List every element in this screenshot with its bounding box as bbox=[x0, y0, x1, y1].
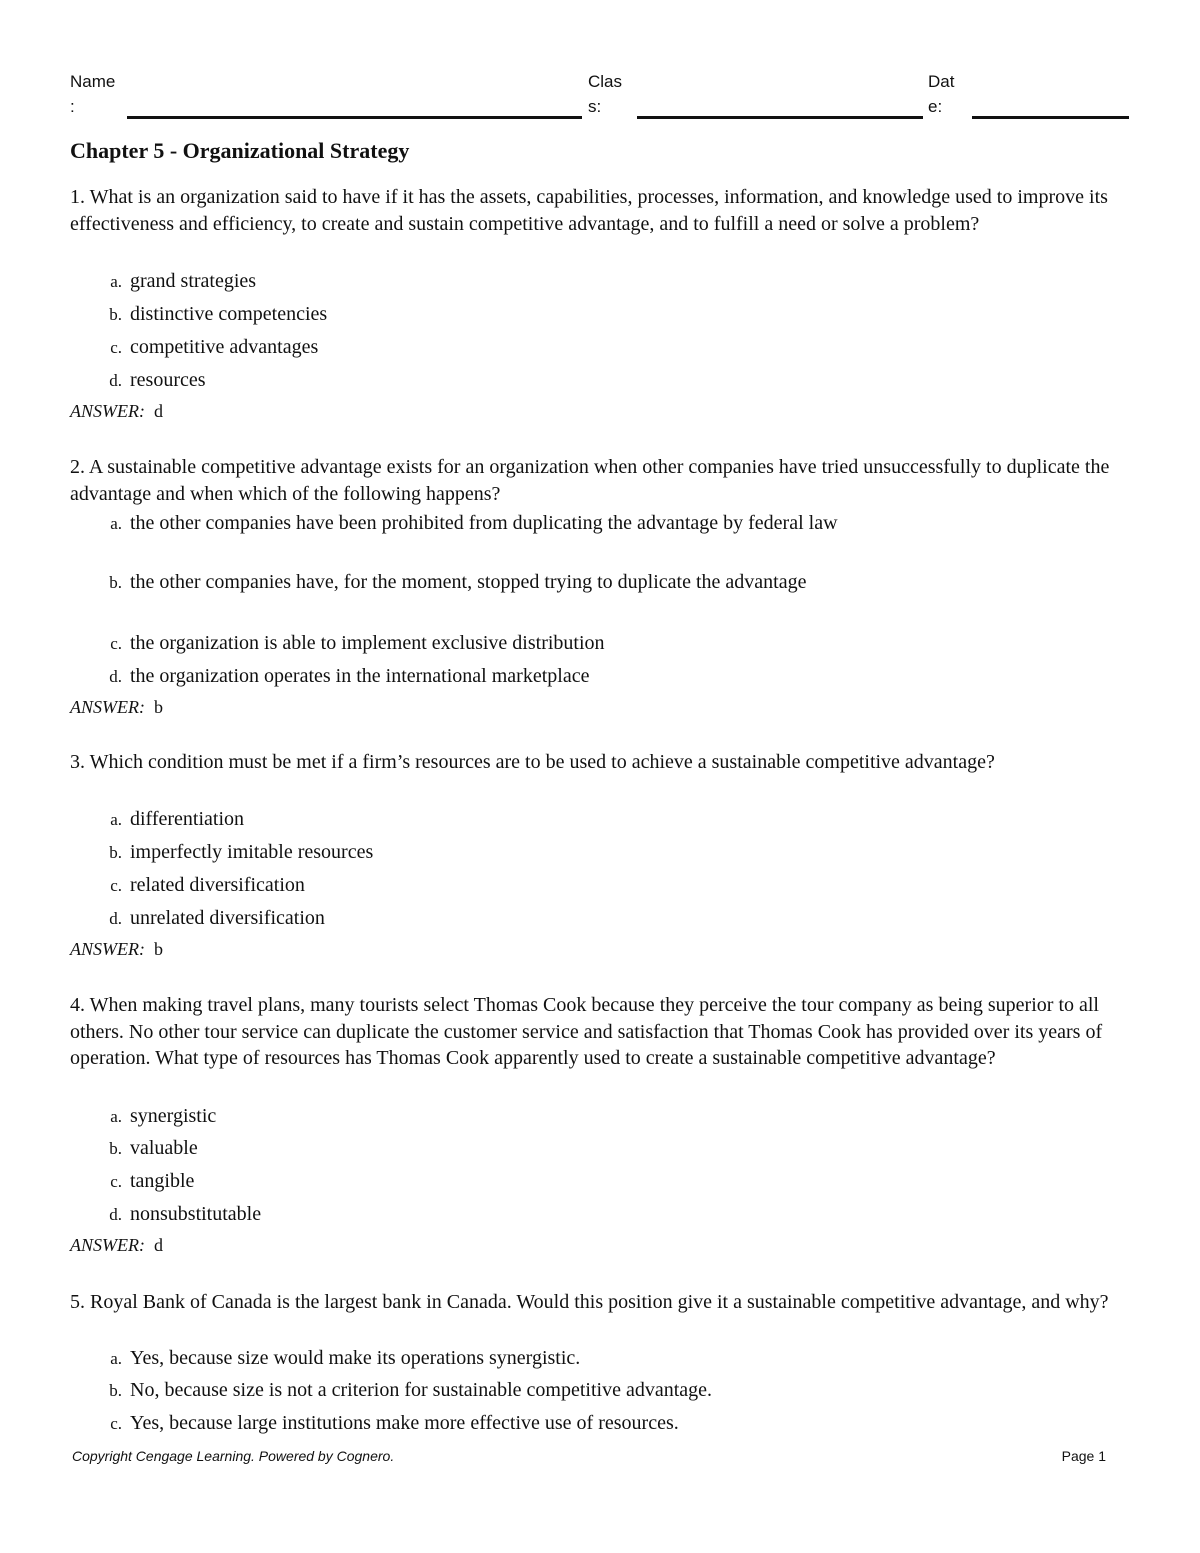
answer-label: ANSWER: bbox=[70, 697, 145, 717]
option-text: valuable bbox=[130, 1137, 198, 1159]
option-letter: a. bbox=[110, 1349, 122, 1368]
option-letter: c. bbox=[110, 876, 122, 895]
answer-value: d bbox=[153, 1235, 163, 1255]
date-field[interactable] bbox=[972, 116, 1129, 119]
name-label-top: Name bbox=[70, 72, 116, 91]
option-letter: b. bbox=[109, 305, 122, 324]
option-letter: d. bbox=[109, 667, 122, 686]
option-text: grand strategies bbox=[130, 270, 257, 292]
question-text: 5. Royal Bank of Canada is the largest bank in Canada. Would this position give it a sustainable competitive advantage, and why? bbox=[70, 1291, 1109, 1313]
chapter-title: Chapter 5 - Organizational Strategy bbox=[70, 138, 410, 163]
question-text: 2. A sustainable competitive advantage exists for an organization when other companies have tried unsuccessfully to duplicate the advantage and when which of the following happens? bbox=[70, 456, 1110, 505]
option-letter: b. bbox=[109, 843, 122, 862]
option-text: differentiation bbox=[130, 808, 245, 830]
answer-label: ANSWER: bbox=[70, 939, 145, 959]
answer bbox=[70, 401, 163, 422]
option-text: nonsubstitutable bbox=[130, 1203, 262, 1225]
option-letter: b. bbox=[109, 1381, 122, 1400]
option-text: distinctive competencies bbox=[130, 303, 328, 325]
option-text: synergistic bbox=[130, 1105, 217, 1127]
option-text: competitive advantages bbox=[130, 336, 319, 358]
answer bbox=[70, 1235, 163, 1256]
date-label-top: Dat bbox=[928, 72, 955, 91]
copyright-notice: Copyright Cengage Learning. Powered by Cognero. bbox=[72, 1448, 395, 1464]
answer-label: ANSWER: bbox=[70, 1235, 145, 1255]
name-label-bottom: : bbox=[70, 97, 75, 116]
option-letter: d. bbox=[109, 909, 122, 928]
date-label-bottom: e: bbox=[928, 97, 943, 116]
question-text: 4. When making travel plans, many tourists select Thomas Cook because they perceive the tour company as being superior to all others. No other tour service can duplicate the customer service and satisfaction that Thomas Cook has provided over its years of operation. What type of resources has Thomas Cook apparently used to create a sustainable competitive advantage? bbox=[70, 994, 1103, 1069]
option-text: unrelated diversification bbox=[130, 907, 325, 929]
answer bbox=[70, 697, 163, 718]
option-letter: a. bbox=[110, 1107, 122, 1126]
option-text: imperfectly imitable resources bbox=[130, 841, 374, 863]
option-letter: c. bbox=[110, 634, 122, 653]
option-letter: b. bbox=[109, 1139, 122, 1158]
option-text: the other companies have been prohibited from duplicating the advantage by federal law bbox=[130, 512, 838, 534]
option-text: Yes, because size would make its operations synergistic. bbox=[130, 1347, 581, 1369]
answer-value: b bbox=[153, 939, 163, 959]
class-label-bottom: s: bbox=[588, 97, 602, 116]
option-text: related diversification bbox=[130, 874, 305, 896]
option-text: the organization operates in the international marketplace bbox=[130, 665, 590, 687]
option-letter: c. bbox=[110, 1414, 122, 1433]
option-letter: a. bbox=[110, 514, 122, 533]
page-number: Page 1 bbox=[1061, 1448, 1106, 1464]
answer-value: b bbox=[153, 697, 163, 717]
option-text: No, because size is not a criterion for sustainable competitive advantage. bbox=[130, 1379, 713, 1401]
answer-label: ANSWER: bbox=[70, 401, 145, 421]
option-letter: a. bbox=[110, 272, 122, 291]
option-letter: d. bbox=[109, 1205, 122, 1224]
option-text: the other companies have, for the moment, stopped trying to duplicate the advantage bbox=[130, 571, 807, 593]
option-letter: b. bbox=[109, 573, 122, 592]
answer bbox=[70, 939, 163, 960]
option-letter: c. bbox=[110, 1172, 122, 1191]
option-text: Yes, because large institutions make more effective use of resources. bbox=[130, 1412, 679, 1434]
answer-value: d bbox=[153, 401, 163, 421]
option-letter: c. bbox=[110, 338, 122, 357]
name-field[interactable] bbox=[127, 116, 582, 119]
class-field[interactable] bbox=[637, 116, 923, 119]
option-letter: d. bbox=[109, 371, 122, 390]
question-text: 1. What is an organization said to have if it has the assets, capabilities, processes, information, and knowledge used to improve its effectiveness and efficiency, to create and sustain competitive advantage, and to fulfill a need or solve a problem? bbox=[70, 186, 1108, 235]
class-label-top: Clas bbox=[588, 72, 623, 91]
option-text: the organization is able to implement exclusive distribution bbox=[130, 632, 605, 654]
option-text: resources bbox=[130, 369, 206, 391]
question-text: 3. Which condition must be met if a firm’s resources are to be used to achieve a sustainable competitive advantage? bbox=[70, 751, 995, 773]
option-text: tangible bbox=[130, 1170, 195, 1192]
option-letter: a. bbox=[110, 810, 122, 829]
